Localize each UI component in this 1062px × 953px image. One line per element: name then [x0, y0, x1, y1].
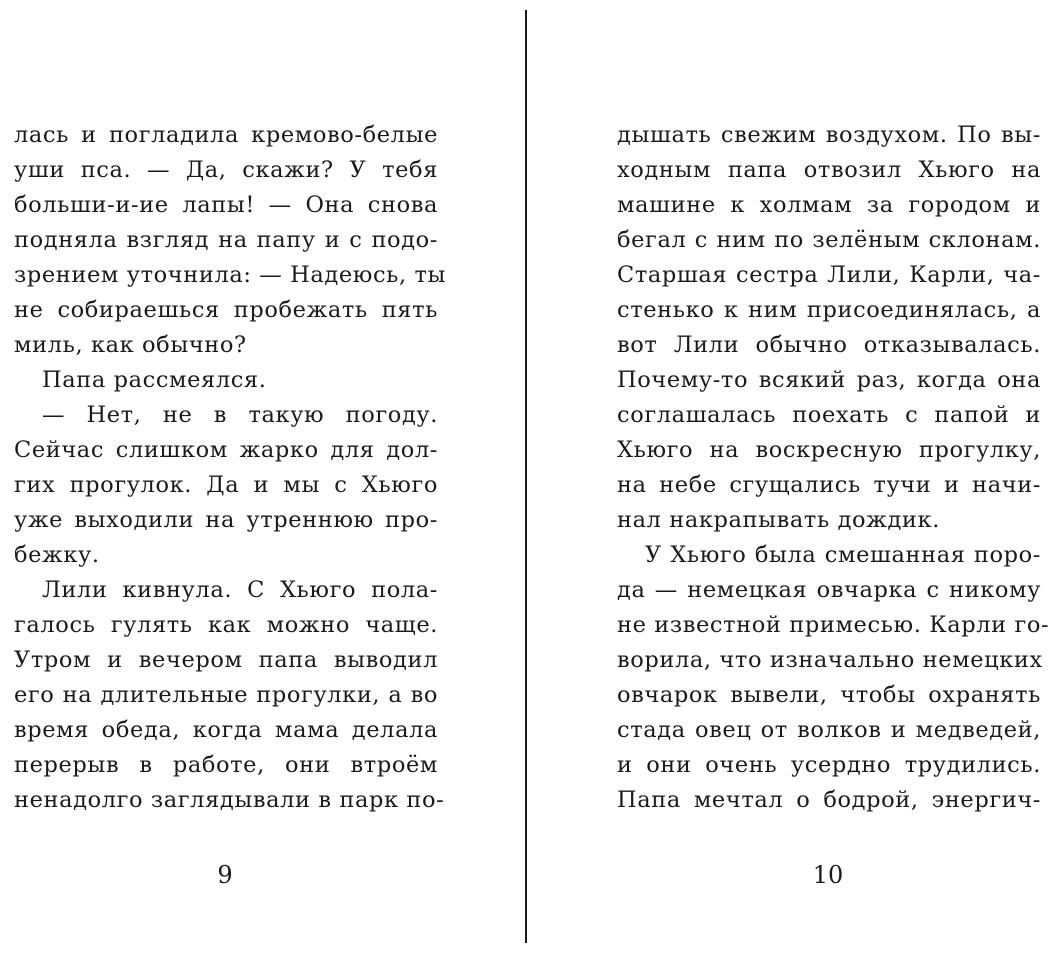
text-line: ненадолго заглядывали в парк по-: [14, 787, 445, 813]
text-line: галось гулять как можно чаще.: [14, 612, 438, 638]
text-line: лась и погладила кремово-белые: [14, 122, 438, 148]
text-line: бежку.: [14, 542, 100, 568]
text-line: соглашалась поехать с папой и: [617, 402, 1041, 428]
text-line: больши-и-ие лапы! — Она снова: [14, 192, 438, 218]
text-line: зрением уточнила: — Надеюсь, ты: [14, 262, 447, 288]
text-line: перерыв в работе, они втроём: [14, 752, 438, 778]
text-line: Утром и вечером папа выводил: [14, 647, 438, 673]
text-line: Лили кивнула. С Хьюго пола-: [42, 577, 438, 603]
text-line: да — немецкая овчарка с никому: [617, 577, 1041, 603]
text-line: уши пса. — Да, скажи? У тебя: [14, 157, 438, 183]
text-line: уже выходили на утреннюю про-: [14, 507, 438, 533]
text-line: Хьюго на воскресную прогулку,: [617, 437, 1041, 463]
text-line: дышать свежим воздухом. По вы-: [617, 122, 1041, 148]
text-line: подняла взгляд на папу и с подо-: [14, 227, 438, 253]
text-line: стенько к ним присоединялась, а: [617, 297, 1041, 323]
text-line: ворила, что изначально немецких: [617, 647, 1043, 673]
text-line: стада овец от волков и медведей,: [617, 717, 1041, 743]
text-line: и они очень усердно трудились.: [617, 752, 1041, 778]
text-line: У Хьюго была смешанная поро-: [645, 542, 1041, 568]
text-line: Старшая сестра Лили, Карли, ча-: [617, 262, 1041, 288]
text-line: Папа рассмеялся.: [42, 367, 267, 393]
right-page-text: [617, 118, 1050, 818]
page-number-right: 10: [812, 861, 844, 889]
book-spine-divider: [525, 10, 527, 943]
left-page-text: [14, 118, 447, 818]
text-line: вот Лили обычно отказывалась.: [617, 332, 1041, 358]
text-line: Почему-то всякий раз, когда она: [617, 367, 1041, 393]
text-line: овчарок вывели, чтобы охранять: [617, 682, 1041, 708]
text-line: — Нет, не в такую погоду.: [42, 402, 438, 428]
text-line: гих прогулок. Да и мы с Хьюго: [14, 472, 438, 498]
text-line: его на длительные прогулки, а во: [14, 682, 438, 708]
text-line: время обеда, когда мама делала: [14, 717, 438, 743]
text-line: ходным папа отвозил Хьюго на: [617, 157, 1041, 183]
text-line: машине к холмам за городом и: [617, 192, 1041, 218]
text-line: не известной примесью. Карли го-: [617, 612, 1050, 638]
text-line: Папа мечтал о бодрой, энергич-: [617, 787, 1041, 813]
page-number-left: 9: [217, 861, 233, 889]
text-line: Сейчас слишком жарко для дол-: [14, 437, 438, 463]
text-line: бегал с ним по зелёным склонам.: [617, 227, 1041, 253]
text-line: не собираешься пробежать пять: [14, 297, 438, 323]
text-line: нал накрапывать дождик.: [617, 507, 940, 533]
text-line: миль, как обычно?: [14, 332, 247, 358]
text-line: на небе сгущались тучи и начи-: [617, 472, 1041, 498]
